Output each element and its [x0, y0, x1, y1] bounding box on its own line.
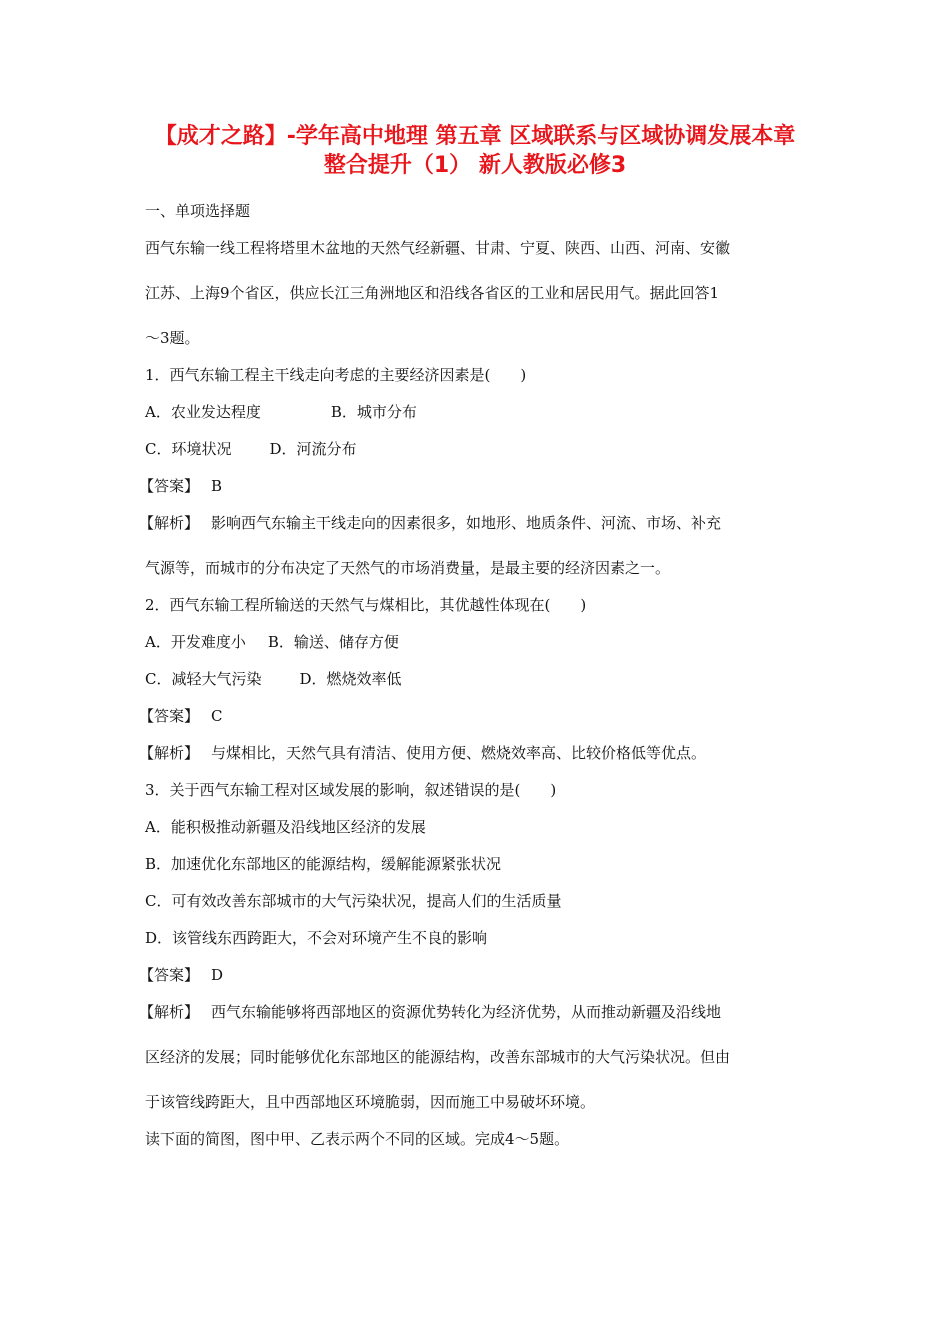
q1-options-ab [145, 401, 815, 438]
q1-answer-label: 【答案】 [139, 477, 200, 495]
q3-analysis-text-1: 西气东输能够将西部地区的资源优势转化为经济优势，从而推动新疆及沿线地 [211, 1003, 722, 1021]
intro-line-2: 江苏、上海9个省区，供应长江三角洲地区和沿线各省区的工业和居民用气。据此回答1 [145, 284, 720, 302]
q2-analysis-label: 【解析】 [139, 744, 200, 762]
q2-options-ab [145, 631, 815, 668]
intro-line-1: 西气东输一线工程将塔里木盆地的天然气经新疆、甘肃、宁夏、陕西、山西、河南、安徽 [145, 239, 731, 257]
q2-option-d: D．燃烧效率低 [299, 670, 402, 688]
q3-analysis-line-3: 于该管线跨距大，且中西部地区环境脆弱，因而施工中易破坏环境。 [145, 1093, 596, 1111]
q3-option-a: A．能积极推动新疆及沿线地区经济的发展 [145, 818, 426, 836]
q1-options-cd [145, 438, 815, 475]
q3-option-d: D．该管线东西跨距大，不会对环境产生不良的影响 [145, 929, 488, 947]
q3-answer [139, 964, 815, 1001]
q2-options-cd [145, 668, 815, 705]
q1-analysis-label: 【解析】 [139, 514, 200, 532]
title-line-2: 整合提升（1） 新人教版必修3 [323, 153, 627, 178]
q1-option-b: B．城市分布 [330, 403, 417, 421]
document-title [110, 122, 840, 180]
q1-stem: 1．西气东输工程主干线走向考虑的主要经济因素是( ) [145, 366, 527, 384]
q3-stem: 3．关于西气东输工程对区域发展的影响，叙述错误的是( ) [145, 781, 557, 799]
q3-answer-value: D [211, 966, 224, 984]
q2-answer-value: C [211, 707, 223, 725]
q1-answer [139, 475, 815, 512]
q2-option-a: A．开发难度小 [145, 633, 246, 651]
q2-stem: 2．西气东输工程所输送的天然气与煤相比，其优越性体现在( ) [145, 596, 587, 614]
q3-analysis-line-2: 区经济的发展；同时能够优化东部地区的能源结构，改善东部城市的大气污染状况。但由 [145, 1048, 731, 1066]
document-body [139, 200, 815, 1165]
q1-option-a: A．农业发达程度 [145, 403, 261, 421]
q2-analysis [139, 742, 815, 779]
q3-answer-label: 【答案】 [139, 966, 200, 984]
q1-answer-value: B [211, 477, 223, 495]
q1-analysis-line-1 [139, 512, 815, 557]
q1-option-c: C．环境状况 [145, 440, 232, 458]
q1-analysis-text-1: 影响西气东输主干线走向的因素很多，如地形、地质条件、河流、市场、补充 [211, 514, 722, 532]
intro-line-3: ～3题。 [145, 329, 200, 347]
section-heading: 一、单项选择题 [145, 202, 251, 220]
q2-option-b: B．输送、储存方便 [267, 633, 399, 651]
q2-answer-label: 【答案】 [139, 707, 200, 725]
q1-option-d: D．河流分布 [269, 440, 357, 458]
q2-analysis-text-1: 与煤相比，天然气具有清洁、使用方便、燃烧效率高、比较价格低等优点。 [211, 744, 707, 762]
q2-answer [139, 705, 815, 742]
q3-analysis-line-1 [139, 1001, 815, 1046]
title-line-1: 【成才之路】-学年高中地理 第五章 区域联系与区域协调发展本章 [154, 124, 796, 149]
q3-option-b: B．加速优化东部地区的能源结构，缓解能源紧张状况 [145, 855, 502, 873]
q2-option-c: C．减轻大气污染 [145, 670, 262, 688]
q1-analysis-line-2: 气源等，而城市的分布决定了天然气的市场消费量，是最主要的经济因素之一。 [145, 559, 671, 577]
q3-option-c: C．可有效改善东部城市的大气污染状况，提高人们的生活质量 [145, 892, 562, 910]
closing-instruction: 读下面的简图，图中甲、乙表示两个不同的区域。完成4～5题。 [145, 1130, 570, 1148]
q3-analysis-label: 【解析】 [139, 1003, 200, 1021]
